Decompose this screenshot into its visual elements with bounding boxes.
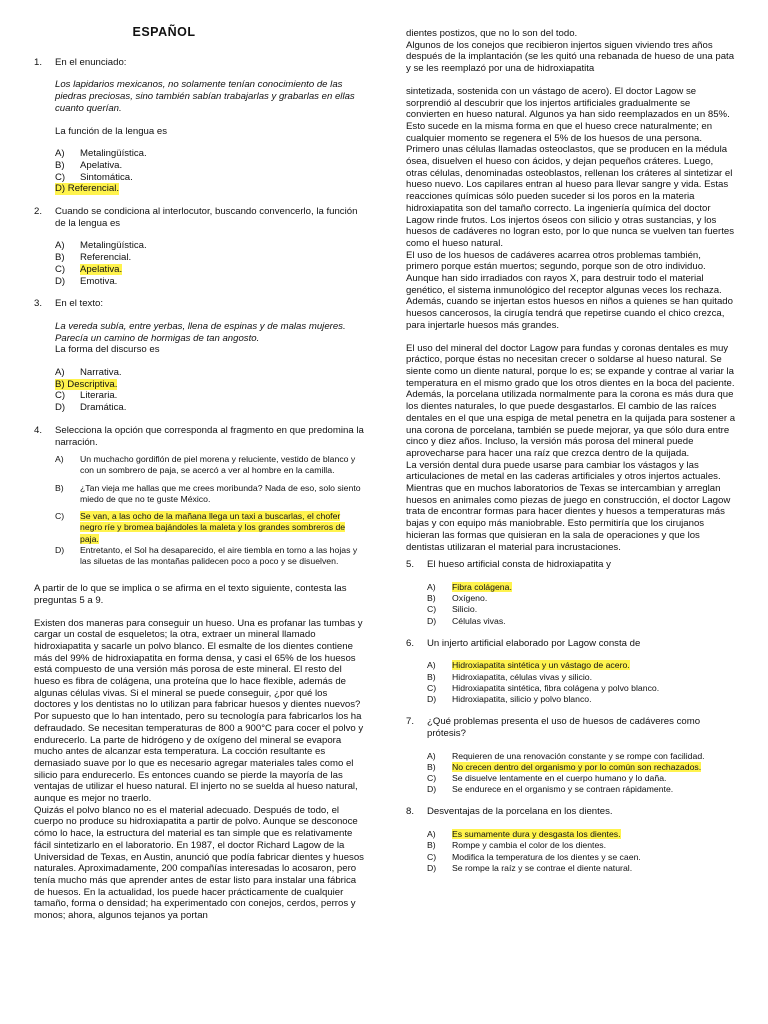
question-text: En el texto: xyxy=(55,298,103,310)
option-b-answer[interactable]: B) Descriptiva. xyxy=(55,378,118,390)
left-column xyxy=(34,0,364,922)
question-2-options xyxy=(34,240,364,287)
option-c-answer[interactable]: C) Se van, a las ocho de la mañana llega un taxi a buscarlas, el chofer negro ríe y bromea bajándoles la maleta y los grandes sombreros de paja. xyxy=(55,511,346,544)
option-a-answer[interactable]: A) Hidroxiapatita sintética y un vástago de acero. xyxy=(427,660,630,671)
option-b[interactable]: B) Referencial. xyxy=(55,252,132,264)
passage-paragraph-4: Algunos de los conejos que recibieron injertos siguen viviendo tres años después de la implantación (se les quitó una rebanada de hueso de una pata y se les reemplazó por una de hidroxiapatita xyxy=(406,39,735,75)
passage-paragraph-7: El uso del mineral del doctor Lagow para fundas y coronas dentales es muy práctico, porque éstas no necesitan crecer o soldarse al hueso natural. Se siente como un diente natural, porque lo es; se expande y contrae al variar la temperatura en el mismo grado que los otros dientes en la boca del paciente. Además, la porcelana utilizada normalmente para la corona es más dura que los dientes naturales, lo que puede desgastarlos. El cambio de las raíces dentales en el que una espiga de metal penetra en la quijada para sostener a una corona de porcelana, también se puede mejorar, ya que sólo dura entre cinco y diez años. Incluso, la versión más porosa del mineral puede aprovecharse para hacer una raíz que crezca dentro de la quijada. xyxy=(406,342,736,459)
option-d[interactable]: D) Se rompe la raíz y se contrae el diente natural. xyxy=(427,862,633,873)
option-c[interactable]: C) Sintomática. xyxy=(55,171,133,183)
option-a[interactable]: A) Requieren de una renovación constante y se rompe con facilidad. xyxy=(427,750,705,761)
question-text: Cuando se condiciona al interlocutor, buscando convencerlo, la función de la lengua es xyxy=(55,206,358,229)
question-text: En el enunciado: xyxy=(55,56,127,68)
passage-paragraph-6: El uso de los huesos de cadáveres acarrea otros problemas también, primero porque están muertos; segundo, porque son de otro individuo. Aunque han sido irradiados con rayos X, para destruir todo el material genético, el sistema inmunológico del receptor algunas veces los rechaza. Además, cuando se injertan estos huesos en niños a quienes se han quitado huesos cancerosos, la cirugía tendrá que repetirse cuando el chico crezca, para injertarle huesos más grandes. xyxy=(406,249,733,331)
passage-intro: A partir de lo que se implica o se afirma en el texto siguiente, contesta las preguntas 5 a 9. xyxy=(34,583,347,606)
question-number: 8. xyxy=(406,806,415,818)
question-text: ¿Qué problemas presenta el uso de huesos de cadáveres como prótesis? xyxy=(427,716,701,739)
question-number: 6. xyxy=(406,637,415,649)
option-d[interactable]: D) Dramática. xyxy=(55,402,127,414)
question-7 xyxy=(406,716,736,739)
question-number: 7. xyxy=(406,716,415,728)
question-3-quote: La vereda subía, entre yerbas, llena de espinas y de malas mujeres. Parecía un camino de hormigas de tan angosto. xyxy=(55,320,346,344)
question-8-options xyxy=(406,829,736,874)
option-a-answer[interactable]: A) Fibra colágena. xyxy=(427,581,512,592)
question-number: 2. xyxy=(34,206,43,218)
option-b[interactable]: B) Oxígeno. xyxy=(427,593,488,604)
question-number: 1. xyxy=(34,56,43,68)
option-d[interactable]: D) Se endurece en el organismo y se contraen rápidamente. xyxy=(427,784,674,795)
passage-paragraph-3: Quizás el polvo blanco no es el material adecuado. Después de todo, el cuerpo no produce su hidroxiapatita a partir de polvo. Aunque se desconoce cómo lo hace, la estructura del material es tan simple que es relativamente fácil sintetizarlo en el laboratorio. En 1987, el doctor Richard Lagow de la Universidad de Texas, en Austin, anunció que podía fabricar dientes y huesos naturales. Aproximadamente, 200 compañías interesadas lo acosaron, pero tenía mucho más que aprender antes de estar listo para instalar una fábrica de huesos. En la actualidad, los puede hacer prácticamente de cualquier tamaño, forma o densidad; ha experimentado con conejos, cerdos, perros y monos; ahora, algunos tejanos ya portan xyxy=(34,804,364,922)
passage-paragraph-1: Existen dos maneras para conseguir un hueso. Una es profanar las tumbas y cargar un costal de esqueletos; la otra, extraer un mineral llamado hidroxiapatita y sacarle un polvo blanco. El esmalte de los dientes contiene más del 99% de hidroxiapatita en forma densa, y casi el 65% de los huesos está compuesto de una versión más porosa de este mineral. El resto del hueso es fibra de colágena, una proteína que lo hace flexible, además de algunas células vivas. Si el mineral se puede conseguir, ¿por qué los doctores y los dentistas no lo utilizan para fabricar huesos y dientes nuevos? xyxy=(34,617,363,711)
question-text: El hueso artificial consta de hidroxiapatita y xyxy=(427,559,611,571)
question-text: Selecciona la opción que corresponda al fragmento en que predomina la narración. xyxy=(55,424,364,448)
passage-continuation: dientes postizos, que no lo son del todo. xyxy=(406,28,578,39)
question-5 xyxy=(406,559,736,571)
option-b[interactable]: B) Hidroxiapatita, células vivas y silicio. xyxy=(427,671,593,682)
question-6-options xyxy=(406,660,736,705)
option-b[interactable]: B) Rompe y cambia el color de los dientes. xyxy=(427,840,607,851)
passage-paragraph-2: Por supuesto que lo han intentado, pero su tecnología para fabricarlos los ha defraudado. Se necesitan temperaturas de 800 a 900°C para cocer el polvo y endurecerlo. La parte de hidrógeno y de oxígeno del mineral se evapora mucho antes de alcanzar esta temperatura. La cocción resultante es demasiado suave por lo que es necesario agregar materiales tales como el silicio para endurecerlo. Es entonces cuando se pierde la mayoría de las ventajas de utilizar el hueso natural. El injerto no se suelda al hueso natural, aunque es mejor no traerlo. xyxy=(34,711,364,805)
option-d-answer[interactable]: D) Referencial. xyxy=(55,183,119,195)
option-b[interactable]: B) ¿Tan vieja me hallas que me crees moribunda? Nada de eso, solo siento miedo de que no te guste México. xyxy=(55,482,361,504)
option-c-answer[interactable]: C) Apelativa. xyxy=(55,263,123,275)
question-1-options xyxy=(34,148,364,195)
question-1 xyxy=(34,57,364,69)
right-column xyxy=(406,28,736,874)
question-5-options xyxy=(406,582,736,627)
passage-paragraph-5: sintetizada, sostenida con un vástago de acero). El doctor Lagow se sorprendió al descubrir que los injertos artificiales gradualmente se convierten en hueso natural. Algunos ya han sido reemplazados en un 85%. Esto sucede en la misma forma en que el hueso crece naturalmente; en cualquier momento se regenera el 5% de los huesos de una persona. Primero unas células llamadas osteoclastos, que se producen en la médula ósea, disuelven el hueso con ácidos, y dejan pequeños cráteres. Luego, otras células, denominadas osteoblastos, rellenan los cráteres al sintetizar el hueso nuevo. Los capilares entran al hueso para llevar sangre y vida. Estas reacciones químicas sólo pueden suceder si los poros en la materia hidroxiapatita son del tamaño correcto. La ingeniería química del doctor Lagow rinde frutos. Los injertos óseos con silicio y otras sustancias, y los huesos de cadáveres no logran esto, por lo que nunca se vuelven tan fuertes como el hueso natural. xyxy=(406,85,735,249)
option-c[interactable]: C) Silicio. xyxy=(427,604,478,615)
option-b-answer[interactable]: B) No crecen dentro del organismo y por lo común son rechazados. xyxy=(427,761,702,772)
option-b[interactable]: B) Apelativa. xyxy=(55,159,123,171)
option-d[interactable]: D) Entretanto, el Sol ha desaparecido, el aire tiembla en torno a las hojas y las siluetas de las montañas palidecen poco a poco y se disuelven. xyxy=(55,544,358,566)
option-d[interactable]: D) Hidroxiapatita, silicio y polvo blanco. xyxy=(427,694,592,705)
option-d[interactable]: D) Células vivas. xyxy=(427,615,506,626)
option-a-answer[interactable]: A) Es sumamente dura y desgasta los dientes. xyxy=(427,829,621,840)
option-a[interactable]: A) Metalingüística. xyxy=(55,240,147,252)
option-d[interactable]: D) Emotiva. xyxy=(55,275,118,287)
option-a[interactable]: A) Narrativa. xyxy=(55,367,122,379)
question-7-options xyxy=(406,751,736,796)
page-title: ESPAÑOL xyxy=(132,25,196,39)
option-c[interactable]: C) Literaria. xyxy=(55,390,118,402)
question-text: Desventajas de la porcelana en los dientes. xyxy=(427,806,613,818)
question-3 xyxy=(34,298,364,310)
option-c[interactable]: C) Hidroxiapatita sintética, fibra colágena y polvo blanco. xyxy=(427,682,660,693)
question-1-quote: Los lapidarios mexicanos, no solamente tenían conocimiento de las piedras preciosas, sino también sabían trabajarlas y grabarlas en ellas cuanto querían. xyxy=(55,79,355,114)
question-8 xyxy=(406,806,736,818)
question-2 xyxy=(34,206,364,229)
option-a[interactable]: A) Metalingüística. xyxy=(55,148,147,160)
question-4-options xyxy=(34,454,364,567)
question-1-prompt: La función de la lengua es xyxy=(55,125,168,137)
question-number: 3. xyxy=(34,298,43,310)
question-text: Un injerto artificial elaborado por Lagow consta de xyxy=(427,637,641,649)
question-4 xyxy=(34,425,364,448)
option-a[interactable]: A) Un muchacho gordiflón de piel morena y reluciente, vestido de blanco y con un sombrero de paja, se acercó a ver al hombre en la camilla. xyxy=(55,454,356,476)
question-number: 4. xyxy=(34,424,43,436)
passage-paragraph-8: La versión dental dura puede usarse para cambiar los vástagos y las articulaciones de metal en las caderas artificiales y otros injertos actuales. Mientras que en muchos laboratorios de Texas se intercambian y arreglan huesos en animales como piezas de juego en construcción, el doctor Lagow trata de encontrar formas para hacer dientes y huesos a temperaturas más bajas y con equipo más maniobrable. Esto permitiría que los cirujanos hicieran las formas que quisieran en la sala de operaciones y que los dentistas utilizaran el material para incrustaciones. xyxy=(406,459,731,553)
question-3-prompt: La forma del discurso es xyxy=(55,344,160,356)
question-6 xyxy=(406,638,736,650)
question-number: 5. xyxy=(406,559,415,571)
question-3-options xyxy=(34,367,364,414)
option-c[interactable]: C) Se disuelve lentamente en el cuerpo humano y lo daña. xyxy=(427,773,667,784)
option-c[interactable]: C) Modifica la temperatura de los dientes y se caen. xyxy=(427,851,641,862)
